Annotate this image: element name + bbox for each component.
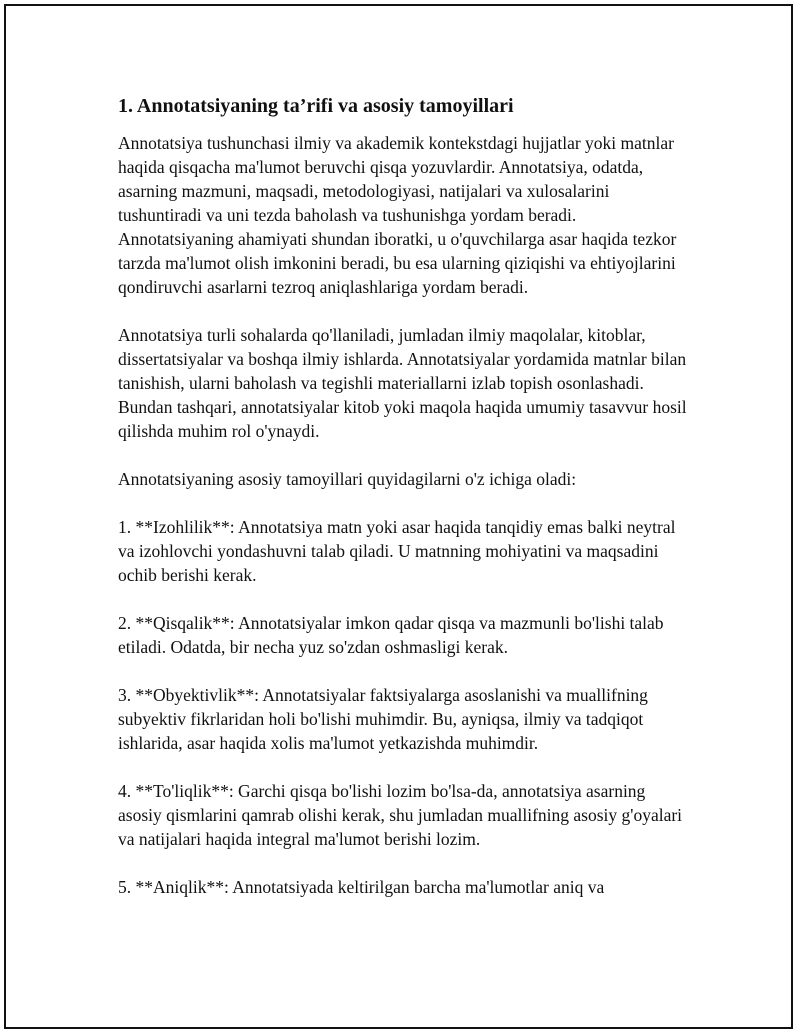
document-body (118, 93, 688, 923)
principle-item-4: 4. **To'liqlik**: Garchi qisqa bo'lishi lozim bo'lsa-da, annotatsiya asarning asosiy qismlarini qamrab olishi kerak, shu jumladan muallifning asosiy g'oyalari va natijalari haqida integral ma'lumot berishi lozim. (118, 781, 683, 849)
section-heading: 1. Annotatsiyaning ta’rifi va asosiy tamoyillari (118, 95, 514, 117)
paragraph-usage: Annotatsiya turli sohalarda qo'llaniladi, jumladan ilmiy maqolalar, kitoblar, dissertatsiyalar va boshqa ilmiy ishlarda. Annotatsiyalar yordamida matnlar bilan tanishish, ularni baholash va tegishli materiallarni izlab topish osonlashadi. Bundan tashqari, annotatsiyalar kitob yoki maqola haqida umumiy tasavvur hosil qilishda muhim rol o'ynaydi. (118, 325, 687, 441)
principle-item-1: 1. **Izohlilik**: Annotatsiya matn yoki asar haqida tanqidiy emas balki neytral va izohlovchi yondashuvni talab qiladi. U matnning mohiyatini va maqsadini ochib berishi kerak. (118, 517, 676, 585)
paragraph-principles-intro: Annotatsiyaning asosiy tamoyillari quyidagilarni o'z ichiga oladi: (118, 469, 577, 489)
paragraph-definition: Annotatsiya tushunchasi ilmiy va akademik kontekstdagi hujjatlar yoki matnlar haqida qisqacha ma'lumot beruvchi qisqa yozuvlardir. Annotatsiya, odatda, asarning mazmuni, maqsadi, metodologiyasi, natijalari va xulosalarini tushuntiradi va uni tezda baholash va tushunishga yordam beradi. Annotatsiyaning ahamiyati shundan iboratki, u o'quvchilarga asar haqida tezkor tarzda ma'lumot olish imkonini beradi, bu esa ularning qiziqishi va ehtiyojlarini qondiruvchi asarlarni tezroq aniqlashlariga yordam beradi. (118, 133, 677, 297)
principle-item-5: 5. **Aniqlik**: Annotatsiyada keltirilgan barcha ma'lumotlar aniq va (118, 877, 605, 897)
principle-item-2: 2. **Qisqalik**: Annotatsiyalar imkon qadar qisqa va mazmunli bo'lishi talab etiladi. Odatda, bir necha yuz so'zdan oshmasligi kerak. (118, 613, 664, 657)
principle-item-3: 3. **Obyektivlik**: Annotatsiyalar faktsiyalarga asoslanishi va muallifning subyektiv fikrlaridan holi bo'lishi muhimdir. Bu, ayniqsa, ilmiy va tadqiqot ishlarida, asar haqida xolis ma'lumot yetkazishda muhimdir. (118, 685, 648, 753)
